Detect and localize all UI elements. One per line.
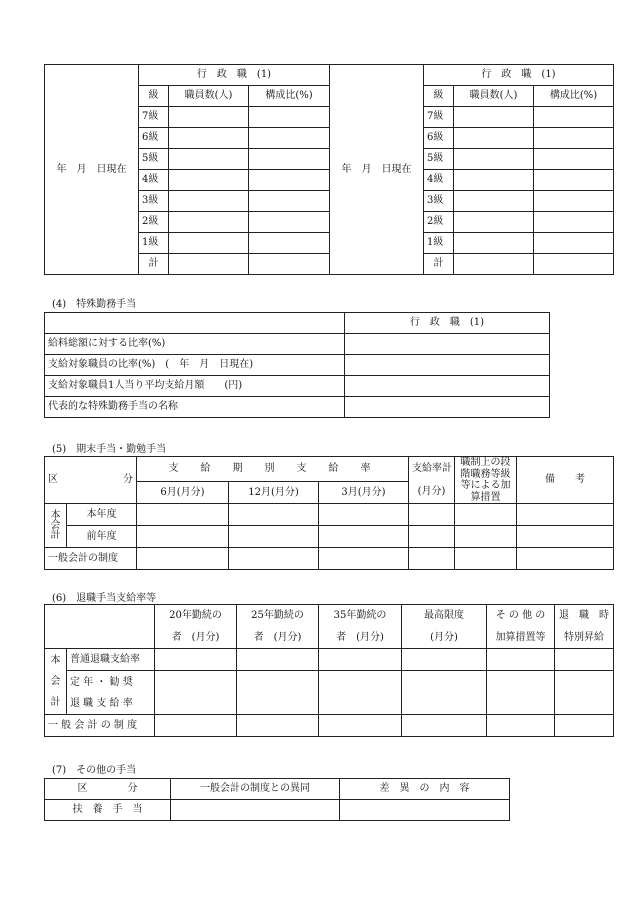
- ratio-cell[interactable]: [249, 107, 330, 128]
- row-label: 支給対象職員1人当り平均支給月額 (円): [45, 376, 345, 397]
- value-cell[interactable]: [517, 526, 614, 548]
- value-cell[interactable]: [319, 715, 402, 737]
- grade-label: 7級: [139, 107, 169, 128]
- col-ratio: 構成比(%): [534, 86, 614, 107]
- section5-table: [44, 456, 614, 570]
- staff-cell[interactable]: [169, 107, 249, 128]
- value-cell[interactable]: [237, 649, 319, 671]
- honkaikei-char: 本: [50, 655, 61, 666]
- value-cell[interactable]: [555, 649, 614, 671]
- section6-table: [44, 604, 614, 737]
- section7-table: [44, 778, 510, 821]
- period-june: 6月(月分): [137, 481, 229, 503]
- grade-label: 3級: [424, 191, 454, 212]
- col35-b: 者 (月分): [319, 627, 402, 649]
- grade-label: 5級: [424, 149, 454, 170]
- staff-cell[interactable]: [454, 107, 534, 128]
- value-cell[interactable]: [155, 671, 237, 715]
- ratio-cell[interactable]: [534, 149, 614, 170]
- blank-header: [45, 605, 155, 649]
- staff-cell[interactable]: [169, 212, 249, 233]
- value-cell[interactable]: [555, 715, 614, 737]
- staff-cell[interactable]: [169, 233, 249, 254]
- value-cell[interactable]: [487, 671, 555, 715]
- row-teinen: [67, 671, 155, 715]
- period-title: 支 給 期 別 支 給 率: [137, 457, 409, 482]
- ratio-cell[interactable]: [249, 191, 330, 212]
- staff-cell[interactable]: [169, 191, 249, 212]
- col-grade: 級: [139, 86, 169, 107]
- value-cell[interactable]: [409, 548, 455, 570]
- col-kubun: 区 分: [45, 779, 171, 800]
- section7-heading: (7) その他の手当: [52, 765, 137, 776]
- col-ratio: 構成比(%): [249, 86, 330, 107]
- staff-cell[interactable]: [454, 212, 534, 233]
- grade-label: 2級: [139, 212, 169, 233]
- value-cell[interactable]: [345, 334, 550, 355]
- value-cell[interactable]: [455, 548, 517, 570]
- col35-a: 35年勤続の: [319, 605, 402, 627]
- colret-b: 特別昇給: [555, 627, 614, 649]
- value-cell[interactable]: [402, 715, 487, 737]
- value-cell[interactable]: [237, 715, 319, 737]
- staff-cell[interactable]: [169, 170, 249, 191]
- col20-b: 者 (月分): [155, 627, 237, 649]
- remarks-header: 備 考: [517, 457, 614, 504]
- grade-title: 行 政 職 (1): [424, 65, 614, 86]
- total-header: 支給率計: [409, 457, 455, 482]
- honkaikei-label: [45, 649, 67, 715]
- colmax-a: 最高限度: [402, 605, 487, 627]
- col-diff: 一般会計の制度との異同: [171, 779, 340, 800]
- ratio-cell[interactable]: [534, 170, 614, 191]
- col-content: 差 異 の 内 容: [340, 779, 510, 800]
- row-prev-year: 前年度: [67, 526, 137, 548]
- grade-table-left: [44, 64, 330, 275]
- value-cell[interactable]: [409, 526, 455, 548]
- section5-heading: (5) 期末手当・勤勉手当: [52, 444, 167, 455]
- grade-label: 4級: [424, 170, 454, 191]
- grade-table-right: [329, 64, 614, 275]
- staff-cell[interactable]: [454, 254, 534, 275]
- honkaikei-char: 会: [50, 676, 61, 687]
- col25-b: 者 (月分): [237, 627, 319, 649]
- ratio-cell[interactable]: [249, 254, 330, 275]
- ratio-cell[interactable]: [534, 233, 614, 254]
- grade-label: 2級: [424, 212, 454, 233]
- value-cell[interactable]: [229, 548, 319, 570]
- staff-cell[interactable]: [169, 149, 249, 170]
- grade-label: 7級: [424, 107, 454, 128]
- value-cell[interactable]: [487, 715, 555, 737]
- value-cell[interactable]: [171, 800, 340, 821]
- row-label: 支給対象職員の比率(%) ( 年 月 日現在): [45, 355, 345, 376]
- value-cell[interactable]: [319, 649, 402, 671]
- row-general: 一 般 会 計 の 制 度: [45, 715, 155, 737]
- date-label: 年 月 日現在: [45, 65, 139, 275]
- value-cell[interactable]: [517, 548, 614, 570]
- ratio-cell[interactable]: [534, 191, 614, 212]
- col-title: 行 政 職 (1): [345, 313, 550, 334]
- ratio-cell[interactable]: [534, 254, 614, 275]
- ratio-cell[interactable]: [249, 170, 330, 191]
- value-cell[interactable]: [345, 376, 550, 397]
- row-this-year: 本年度: [67, 504, 137, 526]
- colret-a: 退 職 時: [555, 605, 614, 627]
- value-cell[interactable]: [229, 526, 319, 548]
- ratio-cell[interactable]: [534, 128, 614, 149]
- ratio-cell[interactable]: [249, 128, 330, 149]
- colother-a: そ の 他 の: [487, 605, 555, 627]
- honkaikei-char: 本: [50, 509, 61, 521]
- col-grade: 級: [424, 86, 454, 107]
- value-cell[interactable]: [345, 397, 550, 418]
- grade-label: 4級: [139, 170, 169, 191]
- col-staff: 職員数(人): [454, 86, 534, 107]
- honkaikei-char: 計: [50, 529, 61, 541]
- ratio-cell[interactable]: [249, 233, 330, 254]
- value-cell[interactable]: [137, 548, 229, 570]
- staff-cell[interactable]: [454, 170, 534, 191]
- value-cell[interactable]: [455, 526, 517, 548]
- staff-cell[interactable]: [454, 233, 534, 254]
- grade-label: 6級: [139, 128, 169, 149]
- grade-label: 5級: [139, 149, 169, 170]
- col20-a: 20年勤続の: [155, 605, 237, 627]
- value-cell[interactable]: [487, 649, 555, 671]
- value-cell[interactable]: [137, 504, 229, 526]
- grade-title: 行 政 職 (1): [139, 65, 330, 86]
- honkaikei-label: [45, 504, 67, 548]
- col25-a: 25年勤続の: [237, 605, 319, 627]
- value-cell[interactable]: [155, 715, 237, 737]
- value-cell[interactable]: [555, 671, 614, 715]
- ratio-cell[interactable]: [249, 149, 330, 170]
- value-cell[interactable]: [237, 671, 319, 715]
- kubun-header: [45, 457, 137, 504]
- value-cell[interactable]: [402, 649, 487, 671]
- blank-header: [45, 313, 345, 334]
- section4-table: [44, 312, 550, 418]
- kubun-a: 区: [48, 474, 58, 486]
- grade-label: 6級: [424, 128, 454, 149]
- honkaikei-char: 計: [50, 697, 61, 708]
- row-normal: 普通退職支給率: [67, 649, 155, 671]
- row-general: 一般会計の制度: [45, 548, 137, 570]
- value-cell[interactable]: [319, 504, 409, 526]
- value-cell[interactable]: [409, 504, 455, 526]
- row-fuyou: 扶 養 手 当: [45, 800, 171, 821]
- value-cell[interactable]: [229, 504, 319, 526]
- value-cell[interactable]: [345, 355, 550, 376]
- total-unit: (月分): [409, 481, 455, 503]
- ratio-cell[interactable]: [249, 212, 330, 233]
- colother-b: 加算措置等: [487, 627, 555, 649]
- value-cell[interactable]: [319, 671, 402, 715]
- row-label: 給料総額に対する比率(%): [45, 334, 345, 355]
- extra-header: 職制上の段階職務等級等による加算措置: [455, 457, 517, 504]
- section6-heading: (6) 退職手当支給率等: [52, 593, 157, 604]
- grade-total-label: 計: [424, 254, 454, 275]
- grade-label: 1級: [424, 233, 454, 254]
- section4-heading: (4) 特殊勤務手当: [52, 299, 137, 310]
- value-cell[interactable]: [319, 548, 409, 570]
- date-label: 年 月 日現在: [330, 65, 424, 275]
- value-cell[interactable]: [319, 526, 409, 548]
- row-label: 代表的な特殊勤務手当の名称: [45, 397, 345, 418]
- staff-cell[interactable]: [454, 128, 534, 149]
- colmax-b: (月分): [402, 627, 487, 649]
- staff-cell[interactable]: [169, 254, 249, 275]
- grade-label: 3級: [139, 191, 169, 212]
- kubun-b: 分: [123, 474, 133, 486]
- ratio-cell[interactable]: [534, 107, 614, 128]
- staff-cell[interactable]: [454, 149, 534, 170]
- value-cell[interactable]: [517, 504, 614, 526]
- value-cell[interactable]: [455, 504, 517, 526]
- period-mar: 3月(月分): [319, 481, 409, 503]
- ratio-cell[interactable]: [534, 212, 614, 233]
- value-cell[interactable]: [402, 671, 487, 715]
- grade-total-label: 計: [139, 254, 169, 275]
- grade-label: 1級: [139, 233, 169, 254]
- value-cell[interactable]: [155, 649, 237, 671]
- row-teinen-b: 退 職 支 給 率: [70, 697, 133, 709]
- staff-cell[interactable]: [169, 128, 249, 149]
- period-dec: 12月(月分): [229, 481, 319, 503]
- col-staff: 職員数(人): [169, 86, 249, 107]
- staff-cell[interactable]: [454, 191, 534, 212]
- value-cell[interactable]: [137, 526, 229, 548]
- honkaikei-char: 会: [50, 519, 61, 531]
- value-cell[interactable]: [340, 800, 510, 821]
- row-teinen-a: 定 年 ・ 勧 奨: [70, 676, 133, 688]
